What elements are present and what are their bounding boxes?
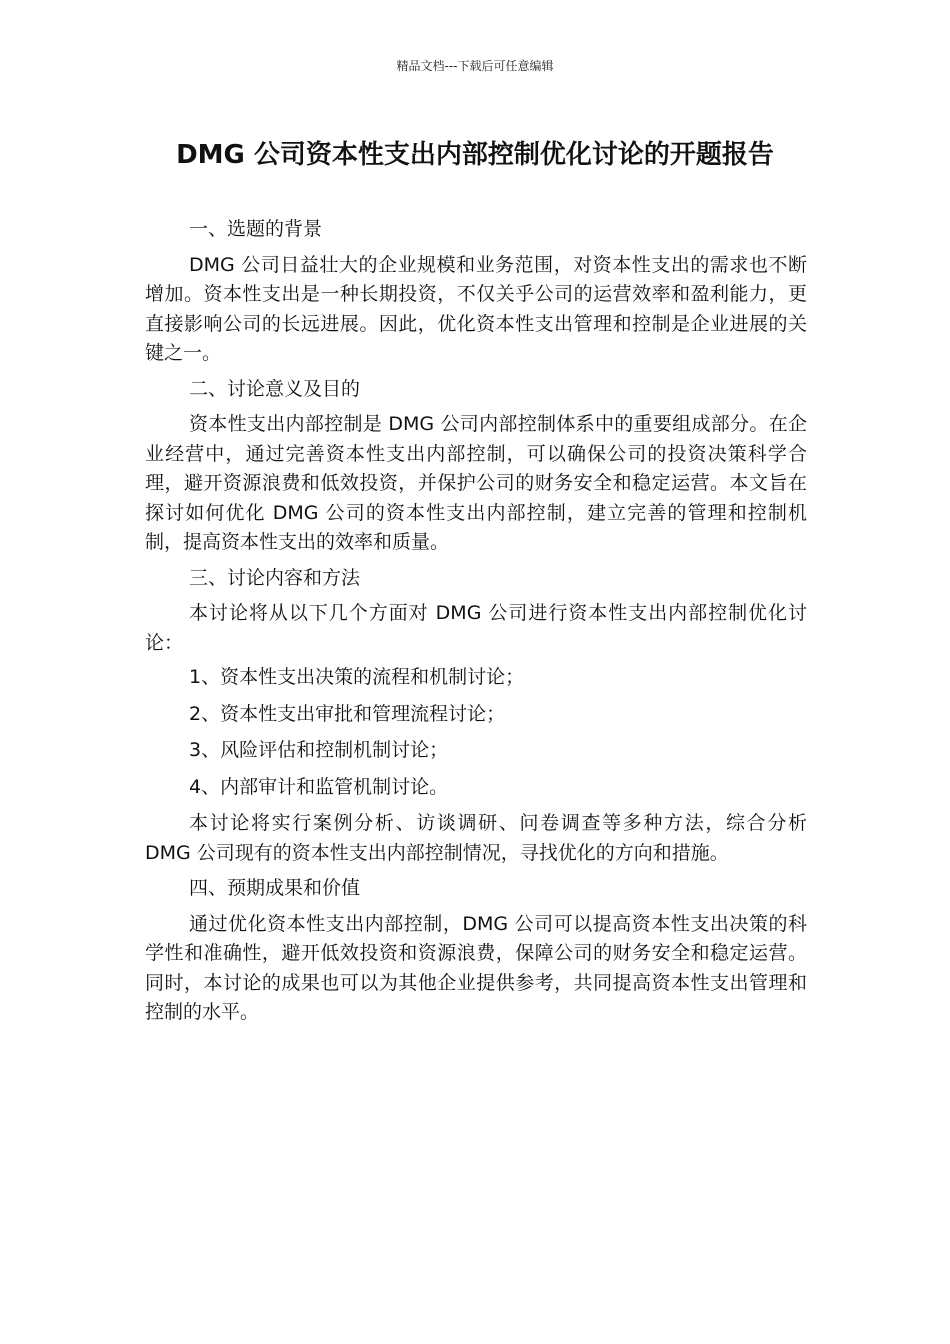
list-item: 1、资本性支出决策的流程和机制讨论； <box>189 666 525 688</box>
paragraph-expected-results: 通过优化资本性支出内部控制，DMG 公司可以提高资本性支出决策的科学性和准确性，避开低效投资和资源浪费，保障公司的财务安全和稳定运营。同时，本讨论的成果也可以为其他企业提供参考，共同提高资本性支出管理和控制的水平。 <box>145 912 807 1023</box>
section-heading-background: 一、选题的背景 <box>189 218 323 240</box>
list-item: 3、风险评估和控制机制讨论； <box>189 739 449 761</box>
document-title: DMG 公司资本性支出内部控制优化讨论的开题报告 <box>176 140 774 170</box>
section-heading-content-methods: 三、讨论内容和方法 <box>189 566 361 589</box>
paragraph-significance: 资本性支出内部控制是 DMG 公司内部控制体系中的重要组成部分。在企业经营中，通过完善资本性支出内部控制，可以确保公司的投资决策科学合理，避开资源浪费和低效投资，并保护公司的财务安全和稳定运营。本文旨在探讨如何优化 DMG 公司的资本性支出内部控制，建立完善的管理和控制机制，提高资本性支出的效率和质量。 <box>145 413 807 553</box>
section-heading-significance: 二、讨论意义及目的 <box>189 377 361 400</box>
paragraph-content-intro: 本讨论将从以下几个方面对 DMG 公司进行资本性支出内部控制优化讨论： <box>145 602 807 654</box>
list-item: 4、内部审计和监管机制讨论。 <box>189 775 449 798</box>
paragraph-methods: 本讨论将实行案例分析、访谈调研、问卷调查等多种方法，综合分析 DMG 公司现有的资本性支出内部控制情况，寻找优化的方向和措施。 <box>145 812 807 864</box>
page-header: 精品文档---下载后可任意编辑 <box>396 59 554 73</box>
document-body <box>145 215 807 1033</box>
paragraph-background: DMG 公司日益壮大的企业规模和业务范围，对资本性支出的需求也不断增加。资本性支出是一种长期投资，不仅关乎公司的运营效率和盈利能力，更直接影响公司的长远进展。因此，优化资本性支出管理和控制是企业进展的关键之一。 <box>145 253 807 364</box>
section-heading-expected-results: 四、预期成果和价值 <box>189 877 361 899</box>
list-item: 2、资本性支出审批和管理流程讨论； <box>189 702 506 725</box>
